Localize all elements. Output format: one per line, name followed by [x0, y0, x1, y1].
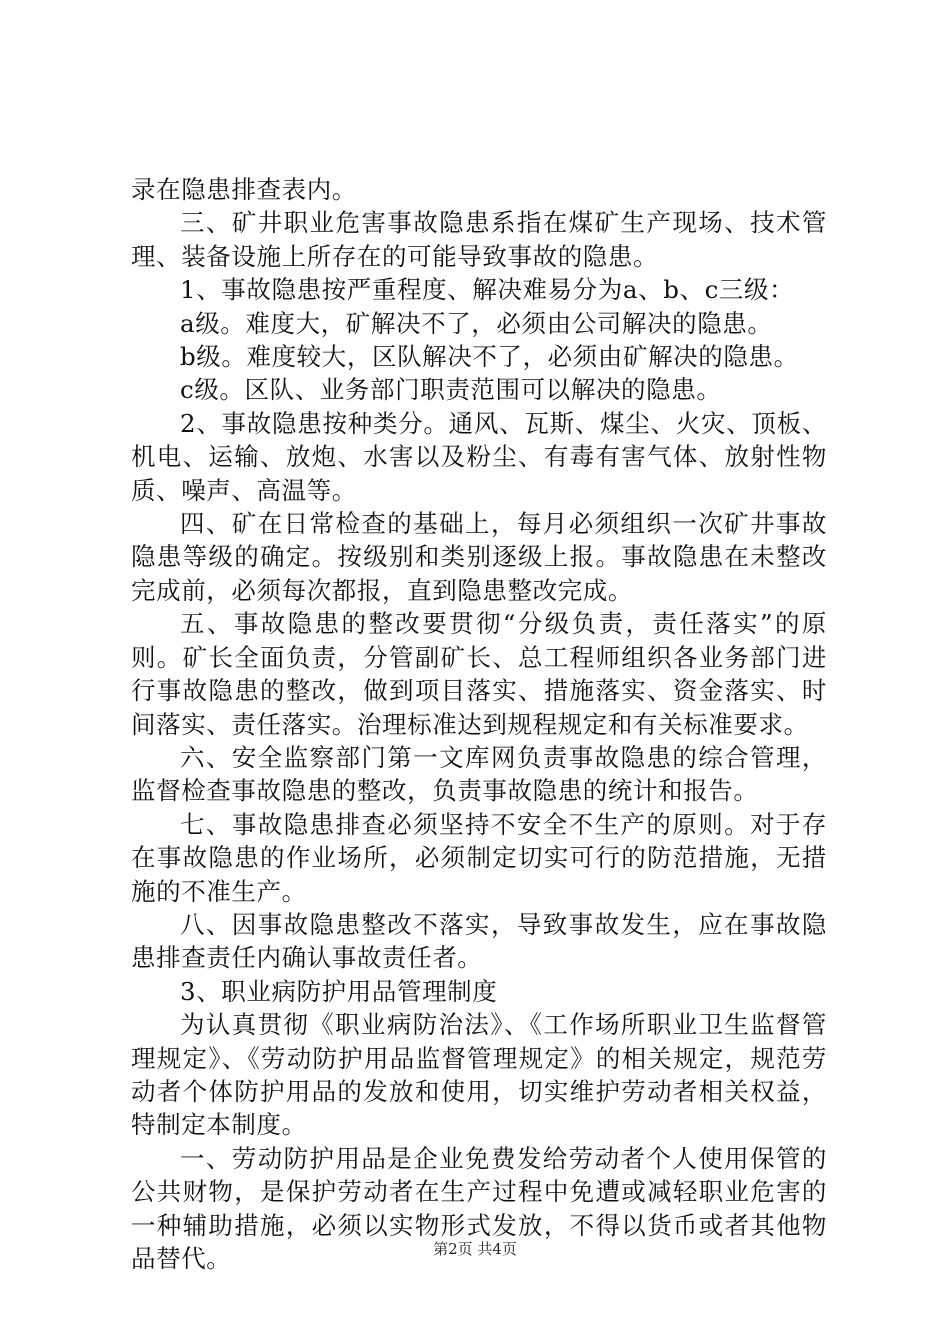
paragraph-10: 六、安全监察部门第一文库网负责事故隐患的综合管理，监督检查事故隐患的整改，负责事故隐患的统计和报告。	[131, 742, 827, 806]
document-body	[131, 173, 827, 1275]
paragraph-7: 2、事故隐患按种类分。通风、瓦斯、煤尘、火灾、顶板、机电、运输、放炮、水害以及粉尘、有毒有害气体、放射性物质、噪声、高温等。	[131, 408, 827, 505]
paragraph-3: 1、事故隐患按严重程度、解决难易分为a、b、c三级：	[180, 275, 795, 305]
paragraph-12: 八、因事故隐患整改不落实，导致事故发生，应在事故隐患排查责任内确认事故责任者。	[131, 909, 827, 973]
paragraph-15: 一、劳动防护用品是企业免费发给劳动者个人使用保管的公共财物，是保护劳动者在生产过程中免遭或减轻职业危害的一种辅助措施，必须以实物形式发放，不得以货币或者其他物品替代。	[131, 1143, 827, 1273]
paragraph-11: 七、事故隐患排查必须坚持不安全不生产的原则。对于存在事故隐患的作业场所，必须制定切实可行的防范措施，无措施的不准生产。	[131, 809, 827, 906]
paragraph-5: b级。难度较大，区队解决不了，必须由矿解决的隐患。	[180, 342, 799, 372]
paragraph-9: 五、事故隐患的整改要贯彻“分级负责，责任落实”的原则。矿长全面负责，分管副矿长、总工程师组织各业务部门进行事故隐患的整改，做到项目落实、措施落实、资金落实、时间落实、责任落实。治理标准达到规程规定和有关标准要求。	[131, 609, 827, 739]
paragraph-6: c级。区队、业务部门职责范围可以解决的隐患。	[180, 375, 722, 405]
paragraph-8: 四、矿在日常检查的基础上，每月必须组织一次矿井事故隐患等级的确定。按级别和类别逐级上报。事故隐患在未整改完成前，必须每次都报，直到隐患整改完成。	[131, 509, 827, 605]
page-number: 第2页 共4页	[433, 1240, 517, 1258]
paragraph-4: a级。难度大，矿解决不了，必须由公司解决的隐患。	[180, 308, 773, 338]
paragraph-14: 为认真贯彻《职业病防治法》、《工作场所职业卫生监督管理规定》、《劳动防护用品监督管理规定》的相关规定，规范劳动者个体防护用品的发放和使用，切实维护劳动者相关权益，特制定本制度。	[131, 1010, 827, 1140]
page-footer	[0, 1239, 950, 1259]
paragraph-2: 三、矿井职业危害事故隐患系指在煤矿生产现场、技术管理、装备设施上所存在的可能导致事故的隐患。	[131, 208, 827, 271]
section-heading: 3、职业病防护用品管理制度	[180, 976, 498, 1006]
paragraph-1: 录在隐患排查表内。	[131, 175, 357, 204]
